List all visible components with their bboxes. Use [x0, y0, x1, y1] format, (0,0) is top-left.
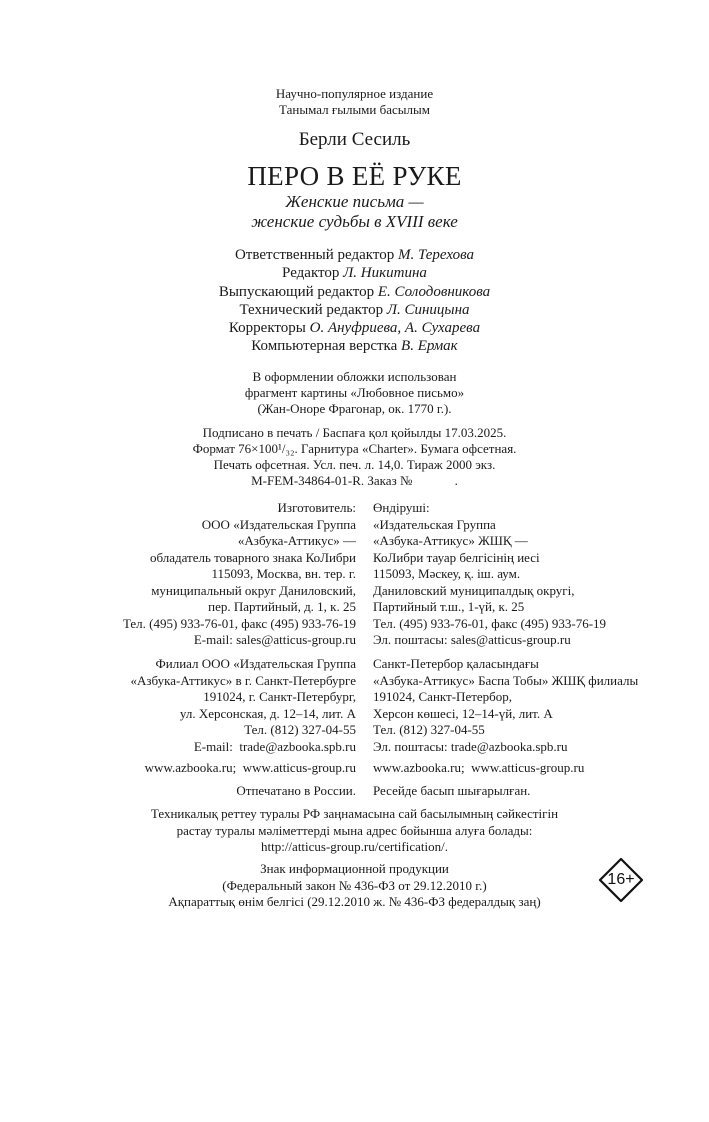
credit-line [0, 264, 709, 282]
cover-note-line: (Жан-Оноре Фрагонар, ок. 1770 г.). [257, 401, 452, 416]
branch-kz-line: Тел. (812) 327-04-55 [373, 722, 485, 737]
branch-ru [60, 656, 356, 755]
age-rating-badge [598, 857, 644, 903]
credit-role: Ответственный редактор [234, 247, 395, 263]
printed-in-kz: Ресейде басып шығарылған. [373, 783, 531, 798]
manufacturer-ru-line: пер. Партийный, д. 1, к. 25 [208, 599, 356, 614]
credit-name: М. Терехова [397, 247, 475, 263]
book-title: ПЕРО В ЕЁ РУКЕ [247, 161, 462, 191]
credit-role: Технический редактор [239, 301, 384, 318]
edition-type-kz: Танымал ғылыми басылым [279, 102, 430, 117]
branch-ru-line: Тел. (812) 327-04-55 [244, 722, 356, 737]
manufacturer-ru-line: Изготовитель: [277, 500, 356, 515]
branch-kz-email: Эл. поштасы: trade@azbooka.spb.ru [373, 738, 568, 754]
cover-note-line: фрагмент картины «Любовное письмо» [244, 385, 465, 400]
manufacturer-kz-line: КоЛибри тауар белгісінің иесі [373, 549, 540, 565]
manufacturer-kz [373, 500, 673, 649]
credit-line [0, 246, 709, 264]
manufacturer-ru-line: 115093, Москва, вн. тер. г. [211, 566, 356, 581]
manufacturer-kz-line: «Азбука-Аттикус» ЖШҚ — [373, 533, 528, 548]
branch-ru-line: 191024, г. Санкт-Петербург, [203, 689, 356, 704]
print-info [0, 425, 709, 489]
credits-list [0, 246, 709, 356]
certification-line: Техникалық реттеу туралы РФ заңнамасына сай басылымның сәйкестігін [150, 806, 559, 821]
credit-name: Л. Никитина [343, 265, 427, 282]
print-info-line: Печать офсетная. Усл. печ. л. 14,0. Тираж 2000 экз. [213, 457, 496, 472]
manufacturer-kz-line: Партийный т.ш., 1-үй, к. 25 [373, 599, 525, 614]
credit-line [0, 319, 709, 337]
branch-ru-line: ул. Херсонская, д. 12–14, лит. А [179, 705, 356, 721]
manufacturer-ru-line: ООО «Издательская Группа [201, 516, 356, 532]
info-mark-line: Знак информационной продукции [260, 861, 449, 876]
branch-ru-email: E-mail: trade@azbooka.spb.ru [193, 738, 356, 754]
subtitle-line: Женские письма — [285, 192, 424, 211]
manufacturer-kz-line: Тел. (495) 933-76-01, факс (495) 933-76-19 [373, 615, 607, 631]
manufacturer-ru-line: «Азбука-Аттикус» — [237, 533, 356, 548]
manufacturer-kz-line: 115093, Мәскеу, қ. іш. аум. [373, 566, 521, 581]
credit-line [0, 301, 709, 319]
branch-kz-line: Херсон көшесі, 12–14-үй, лит. А [373, 705, 553, 721]
branch-kz-line: «Азбука-Аттикус» Баспа Тобы» ЖШҚ филиалы [373, 672, 639, 688]
book-subtitle [0, 192, 709, 232]
credit-role: Компьютерная верстка [251, 338, 402, 355]
credit-role: Выпускающий редактор [218, 283, 375, 300]
cover-note [0, 369, 709, 417]
credit-role: Редактор [282, 265, 340, 282]
author-name: Берли Сесиль [298, 129, 411, 150]
info-mark-line: (Федеральный закон № 436-ФЗ от 29.12.2010 г.) [222, 877, 487, 893]
branch-ru-line: Филиал ООО «Издательская Группа [155, 656, 356, 671]
print-info-line: Подписано в печать / Баспаға қол қойылды 17.03.2025. [202, 425, 507, 440]
website-kz: www.azbooka.ru; www.atticus-group.ru [373, 760, 585, 775]
certification-url: http://atticus-group.ru/certification/. [260, 839, 448, 854]
credit-line [0, 337, 709, 355]
manufacturer-kz-line: «Издательская Группа [373, 516, 496, 532]
edition-type [0, 86, 709, 118]
website-ru: www.azbooka.ru; www.atticus-group.ru [144, 760, 356, 775]
certification-line: растау туралы мәліметтерді мына адрес бойынша алуға болады: [176, 822, 533, 838]
credit-name: Е. Солодовникова [377, 283, 491, 300]
print-info-line: M-FEM-34864-01-R. Заказ № . [251, 473, 458, 488]
manufacturer-ru-email: E-mail: sales@atticus-group.ru [193, 632, 356, 647]
branch-kz-line: 191024, Санкт-Петербор, [373, 689, 513, 704]
branch-kz [373, 656, 673, 755]
manufacturer-kz-email: Эл. поштасы: sales@atticus-group.ru [373, 632, 571, 647]
print-info-line: Формат 76×100¹/₃₂. Гарнитура «Charter». Бумага офсетная. [192, 441, 517, 456]
manufacturer-kz-line: Өндіруші: [373, 500, 430, 515]
age-rating-label: 16+ [607, 871, 635, 888]
branch-kz-line: Санкт-Петербор қаласындағы [373, 656, 539, 671]
info-mark-line: Ақпараттық өнім белгісі (29.12.2010 ж. № 436-ФЗ федералдық заң) [168, 894, 541, 909]
credit-role: Корректоры [228, 320, 310, 337]
manufacturer-kz-line: Даниловский муниципалдық округі, [373, 582, 575, 598]
credit-name: В. Ермак [401, 338, 458, 355]
edition-type-ru: Научно-популярное издание [275, 86, 434, 101]
cover-note-line: В оформлении обложки использован [252, 369, 457, 384]
printed-in-ru: Отпечатано в России. [236, 783, 356, 798]
subtitle-line: женские судьбы в XVIII веке [251, 212, 458, 231]
credit-line [0, 283, 709, 301]
branch-ru-line: «Азбука-Аттикус» в г. Санкт-Петербурге [130, 672, 356, 688]
manufacturer-ru [60, 500, 356, 649]
manufacturer-ru-line: Тел. (495) 933-76-01, факс (495) 933-76-19 [122, 615, 356, 631]
credit-name: Л. Синицына [386, 301, 470, 318]
manufacturer-ru-line: обладатель товарного знака КоЛибри [149, 549, 356, 565]
manufacturer-ru-line: муниципальный округ Даниловский, [151, 582, 356, 598]
certification-note [0, 806, 709, 856]
credit-name: О. Ануфриева, А. Сухарева [309, 320, 481, 337]
